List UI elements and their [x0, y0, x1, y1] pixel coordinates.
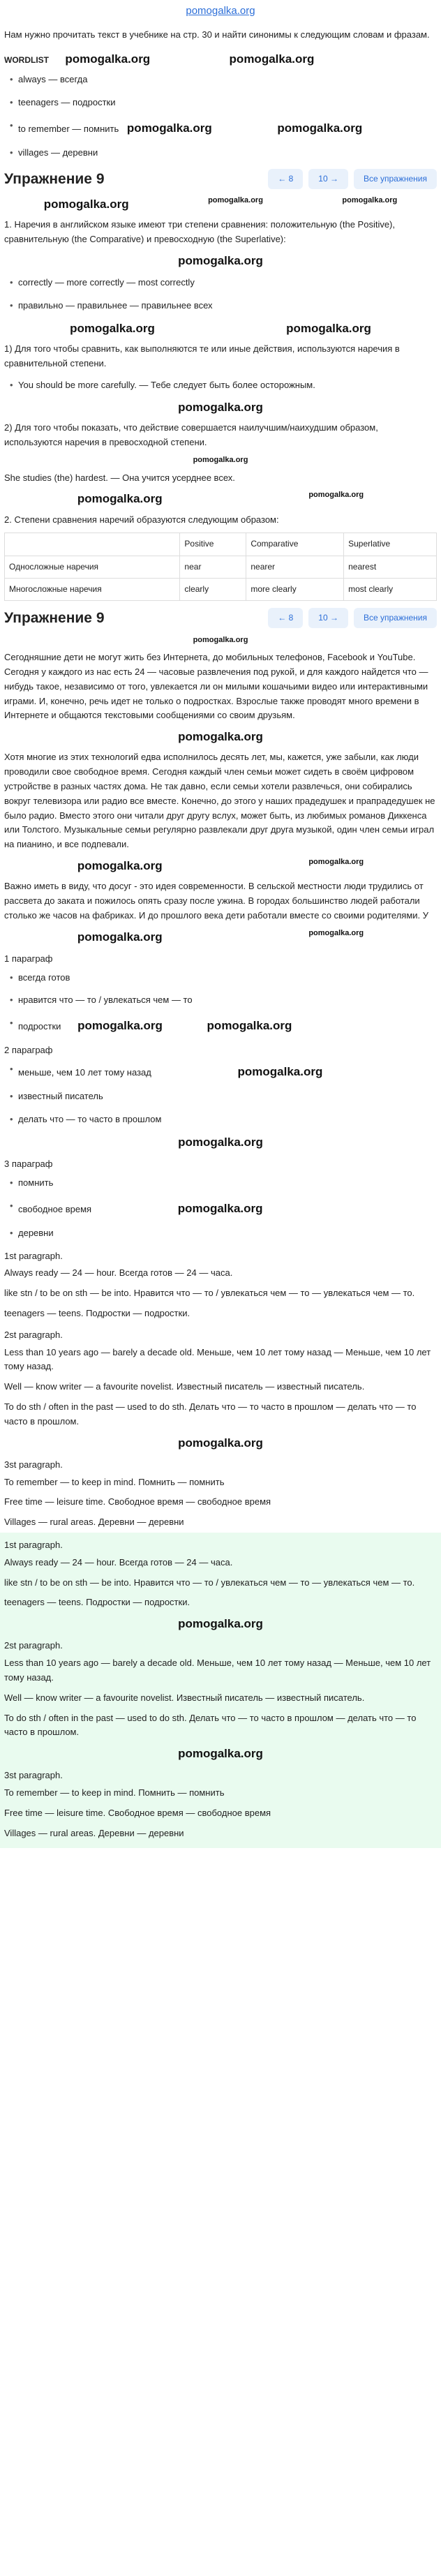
table-cell: most clearly — [344, 578, 437, 600]
watermark: pomogalka.org — [308, 857, 364, 866]
watermark: pomogalka.org — [178, 1747, 263, 1761]
answers-block-highlighted — [0, 1533, 441, 1848]
watermark: pomogalka.org — [277, 121, 363, 135]
answer-heading: 2st paragraph. — [4, 1640, 63, 1651]
list-item: • You should be more carefully. — Тебе следует быть более осторожным. — [10, 374, 437, 397]
answer-heading: 1st paragraph. — [4, 1539, 63, 1550]
answer-heading: 3st paragraph. — [4, 1459, 63, 1470]
exercise-header — [0, 604, 441, 633]
table-cell: Positive — [180, 533, 246, 556]
next-exercise-button[interactable]: 10 → — [308, 169, 348, 189]
answer-line: Well — know writer — a favourite novelist. Известный писатель — известный писатель. — [4, 1692, 365, 1703]
exercise-nav — [268, 169, 437, 189]
all-exercises-button[interactable]: Все упражнения — [354, 169, 437, 189]
watermark: pomogalka.org — [177, 1201, 263, 1215]
table-cell — [5, 533, 180, 556]
answer-heading: 1st paragraph. — [4, 1250, 63, 1261]
watermark: pomogalka.org — [178, 730, 263, 744]
watermark: pomogalka.org — [342, 196, 398, 205]
watermark: pomogalka.org — [43, 198, 129, 211]
paragraph: She studies (the) hardest. — Она учится усерднее всех. — [4, 472, 235, 483]
list-item: • деревни — [10, 1222, 437, 1245]
answer-line: like stn / to be on sth — be into. Нравится что — то / увлекаться чем — то — увлекаться чем — то. — [4, 1577, 415, 1588]
watermark: pomogalka.org — [193, 635, 248, 644]
list-item: • correctly — more correctly — most correctly — [10, 271, 437, 295]
watermark: pomogalka.org — [70, 321, 155, 335]
table-cell: clearly — [180, 578, 246, 600]
section-list — [0, 1058, 441, 1131]
watermark: pomogalka.org — [308, 928, 364, 937]
section-heading: 3 параграф — [4, 1159, 53, 1170]
list-item: • teenagers — подростки — [10, 91, 437, 114]
watermark: pomogalka.org — [308, 491, 364, 500]
watermark: pomogalka.org — [178, 1436, 263, 1450]
table-cell: nearest — [344, 556, 437, 578]
exercise-title: Упражнение 9 — [4, 170, 105, 187]
watermark: pomogalka.org — [178, 401, 263, 415]
watermark: pomogalka.org — [237, 1065, 323, 1079]
prev-exercise-button[interactable]: ← 8 — [268, 608, 303, 628]
paragraph: 2) Для того чтобы показать, что действие совершается наилучшим/наихудшим образом, используются наречия в превосходной степени. — [4, 422, 378, 448]
answer-line: Villages — rural areas. Деревни — деревни — [4, 1517, 184, 1528]
intro-text: Нам нужно прочитать текст в учебнике на стр. 30 и найти синонимы к следующим словам и фразам. — [4, 29, 430, 40]
wordlist — [0, 68, 441, 165]
watermark: pomogalka.org — [207, 1019, 292, 1033]
list-item: • свободное время pomogalka.org — [10, 1195, 437, 1222]
section-heading: 1 параграф — [4, 953, 53, 964]
table-cell: Superlative — [344, 533, 437, 556]
answer-line: Less than 10 years ago — barely a decade old. Меньше, чем 10 лет тому назад — Меньше, чем 10 лет тому назад. — [4, 1346, 431, 1372]
watermark: pomogalka.org — [286, 321, 371, 335]
answer-line: To remember — to keep in mind. Помнить — помнить — [4, 1476, 225, 1487]
watermark: pomogalka.org — [178, 1617, 263, 1631]
wordlist-label: WORDLIST pomogalka.org pomogalka.org — [0, 45, 441, 68]
table-row — [5, 533, 437, 556]
table-cell: Односложные наречия — [5, 556, 180, 578]
watermark: pomogalka.org — [77, 492, 163, 506]
prev-exercise-button[interactable]: ← 8 — [268, 169, 303, 189]
section-heading: 2 параграф — [4, 1045, 53, 1056]
answer-line: To remember — to keep in mind. Помнить — помнить — [4, 1787, 225, 1799]
paragraph: 1. Наречия в английском языке имеют три степени сравнения: положительную (the Positive), сравнительную (the Comparative) и превосходную (the Superlative): — [4, 219, 396, 245]
answer-line: To do sth / often in the past — used to do sth. Делать что — то часто в прошлом — делать что — то часто в прошлом. — [4, 1712, 417, 1738]
list-item: • подростки pomogalka.org pomogalka.org — [10, 1012, 437, 1039]
comparison-list — [0, 271, 441, 318]
list-item: • меньше, чем 10 лет тому назад pomogalka.org — [10, 1058, 437, 1085]
list-item: • to remember — помнить pomogalka.org pomogalka.org — [10, 114, 437, 142]
answer-line: teenagers — teens. Подростки — подростки. — [4, 1308, 190, 1319]
list-item: • правильно — правильнее — правильнее всех — [10, 295, 437, 318]
answer-line: Free time — leisure time. Свободное время — свободное время — [4, 1807, 271, 1818]
section-list — [0, 1172, 441, 1245]
list-item: • известный писатель — [10, 1085, 437, 1108]
watermark: pomogalka.org — [193, 456, 248, 465]
degrees-table — [4, 533, 437, 601]
answer-line: To do sth / often in the past — used to do sth. Делать что — то часто в прошлом — делать что — то часто в прошлом. — [4, 1401, 417, 1427]
table-cell: nearer — [246, 556, 344, 578]
watermark: pomogalka.org — [77, 858, 163, 872]
table-row — [5, 578, 437, 600]
table-row — [5, 556, 437, 578]
watermark: pomogalka.org — [229, 52, 315, 66]
answer-line: Free time — leisure time. Свободное время — свободное время — [4, 1496, 271, 1507]
watermark: pomogalka.org — [77, 930, 163, 944]
example-list — [0, 374, 441, 397]
watermark: pomogalka.org — [77, 1019, 163, 1033]
all-exercises-button[interactable]: Все упражнения — [354, 608, 437, 628]
table-cell: near — [180, 556, 246, 578]
list-item: • всегда готов — [10, 967, 437, 990]
list-item: • villages — деревни — [10, 142, 437, 165]
table-cell: Comparative — [246, 533, 344, 556]
watermark-row — [0, 193, 441, 215]
watermark: pomogalka.org — [126, 121, 212, 135]
watermark: pomogalka.org — [178, 1135, 263, 1149]
watermark: pomogalka.org — [208, 196, 263, 205]
site-logo[interactable]: pomogalka.org — [186, 5, 255, 17]
exercise-nav — [268, 608, 437, 628]
list-item: • делать что — то часто в прошлом — [10, 1108, 437, 1131]
answers-block — [0, 1245, 441, 1533]
answer-heading: 3st paragraph. — [4, 1770, 63, 1781]
answer-heading: 2st paragraph. — [4, 1329, 63, 1340]
table-cell: Многосложные наречия — [5, 578, 180, 600]
list-item: • нравится что — то / увлекаться чем — то — [10, 989, 437, 1012]
watermark: pomogalka.org — [65, 52, 151, 66]
list-item: • помнить — [10, 1172, 437, 1195]
answer-line: Villages — rural areas. Деревни — деревни — [4, 1827, 184, 1838]
answer-line: Well — know writer — a favourite novelist. Известный писатель — известный писатель. — [4, 1381, 365, 1392]
section-list — [0, 967, 441, 1040]
answer-line: teenagers — teens. Подростки — подростки. — [4, 1597, 190, 1608]
paragraph: 2. Степени сравнения наречий образуются следующим образом: — [4, 514, 279, 525]
exercise-header — [0, 165, 441, 194]
answer-line: Less than 10 years ago — barely a decade old. Меньше, чем 10 лет тому назад — Меньше, чем 10 лет тому назад. — [4, 1658, 431, 1683]
answer-line: Always ready — 24 — hour. Всегда готов — 24 — часа. — [4, 1556, 233, 1568]
watermark: pomogalka.org — [178, 253, 263, 267]
list-item: • always — всегда — [10, 68, 437, 91]
answer-line: Always ready — 24 — hour. Всегда готов — 24 — часа. — [4, 1267, 233, 1279]
paragraph: 1) Для того чтобы сравнить, как выполняются те или иные действия, используются наречия в сравнительной степени. — [4, 343, 400, 368]
answer-line: like stn / to be on sth — be into. Нравится что — то / увлекаться чем — то — увлекаться чем — то. — [4, 1288, 415, 1299]
paragraph: Важно иметь в виду, что досуг - это идея современности. В сельской местности люди трудились от рассвета до заката и пожилось опять сразу после ужина. В городах большинство людей работали столько же часов на фабриках. И до прошлого века дети работали вместе со своими родителями. У — [4, 881, 429, 921]
next-exercise-button[interactable]: 10 → — [308, 608, 348, 628]
table-cell: more clearly — [246, 578, 344, 600]
paragraph: Хотя многие из этих технологий едва исполнилось десять лет, мы, кажется, уже забыли, как люди проводили свое свободное время. Сегодня каждый член семьи может сидеть в своём цифровом устройстве в разных частях дома. Не так давно, если семьи хотели развлечься, они собирались вокруг телевизора или радио все вместе. Конечно, до этого у наших прадедушек и прапрадедушек не было радио. Вместо этого они читали друг другу вслух, может быть, из любимых романов Диккенса или Толстого. Музыкальные семьи регулярно развлекали друг друга музыкой, один член семьи играл на пианино, и все подпевали. — [4, 752, 435, 850]
paragraph: Сегодняшние дети не могут жить без Интернета, до мобильных телефонов, Facebook и YouTube. Сегодня у каждого из нас есть 24 — часовые развлечения под рукой, и для каждого найдется что — нибудь такое, независимо от того, увлекается ли он милыми кошачьими видео или интерактивными играми. И, конечно, речь идет не только о подростках. Взрослые также проводят много времени в Интернете и общаются текстовыми сообщениями со своим друзьям. — [4, 652, 428, 721]
exercise-title: Упражнение 9 — [4, 610, 105, 627]
